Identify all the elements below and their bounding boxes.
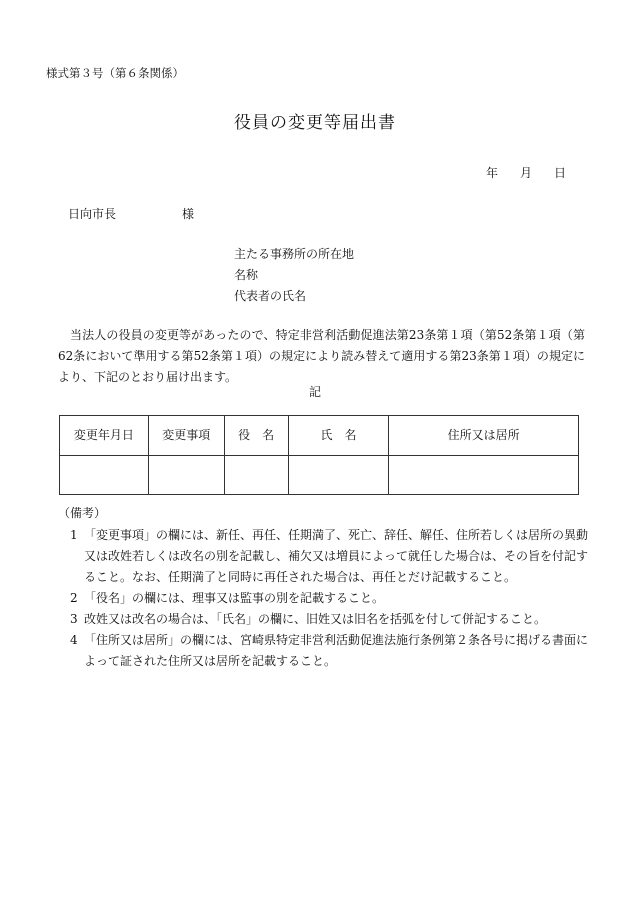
ki-heading: 記 xyxy=(308,385,321,399)
addressee-name: 日向市長 xyxy=(68,207,117,221)
table-header-position: 役 名 xyxy=(224,416,288,456)
note-text: 改姓又は改名の場合は、「氏名」の欄に、旧姓又は旧名を括弧を付して併記すること。 xyxy=(84,612,547,626)
date-year: 年 xyxy=(486,166,499,180)
table-cell[interactable] xyxy=(224,456,288,495)
form-number: 様式第３号（第６条関係） xyxy=(46,66,184,80)
note-item xyxy=(58,588,588,609)
note-number: 3 xyxy=(70,612,78,626)
table-cell[interactable] xyxy=(288,456,389,495)
table-header-change-date: 変更年月日 xyxy=(60,416,149,456)
note-number: 4 xyxy=(70,633,78,647)
note-text: 「役名」の欄には、理事又は監事の別を記載すること。 xyxy=(84,591,385,605)
addressee xyxy=(68,207,194,221)
note-item xyxy=(58,609,588,630)
table-row xyxy=(60,456,579,495)
date-line xyxy=(486,166,566,180)
sender-name-label: 名称 xyxy=(234,268,259,282)
sender-address-label: 主たる事務所の所在地 xyxy=(234,247,355,261)
table-header-name: 氏 名 xyxy=(288,416,389,456)
note-item xyxy=(58,525,588,588)
note-text: 「住所又は居所」の欄には、宮崎県特定非営利活動促進法施行条例第２条各号に掲げる書面によって証された住所又は居所を記載すること。 xyxy=(84,633,589,668)
table-cell[interactable] xyxy=(148,456,224,495)
note-text: 「変更事項」の欄には、新任、再任、任期満了、死亡、辞任、解任、住所若しくは居所の異動又は改姓若しくは改名の別を記載し、補欠又は増員によって就任した場合は、その旨を付記すること。なお、任期満了と同時に再任された場合は、再任とだけ記載すること。 xyxy=(84,528,589,584)
sender-representative-label: 代表者の氏名 xyxy=(234,289,307,303)
table-cell[interactable] xyxy=(389,456,579,495)
note-item xyxy=(58,630,588,672)
changes-table xyxy=(59,415,579,495)
date-day: 日 xyxy=(554,166,567,180)
table-header-address: 住所又は居所 xyxy=(389,416,579,456)
notes-heading: （備考） xyxy=(58,506,107,520)
table-header-change-item: 変更事項 xyxy=(148,416,224,456)
table-header-row xyxy=(60,416,579,456)
addressee-honorific: 様 xyxy=(182,207,195,221)
body-paragraph: 当法人の役員の変更等があったので、特定非営利活動促進法第23条第１項（第52条第１項（第62条において準用する第52条第１項）の規定により読み替えて適用する第23条第１項）の規定により、下記のとおり届け出ます。 xyxy=(58,328,585,384)
date-month: 月 xyxy=(520,166,533,180)
note-number: 1 xyxy=(70,528,78,542)
table-cell[interactable] xyxy=(60,456,149,495)
note-number: 2 xyxy=(70,591,78,605)
page-title: 役員の変更等届出書 xyxy=(234,113,396,133)
